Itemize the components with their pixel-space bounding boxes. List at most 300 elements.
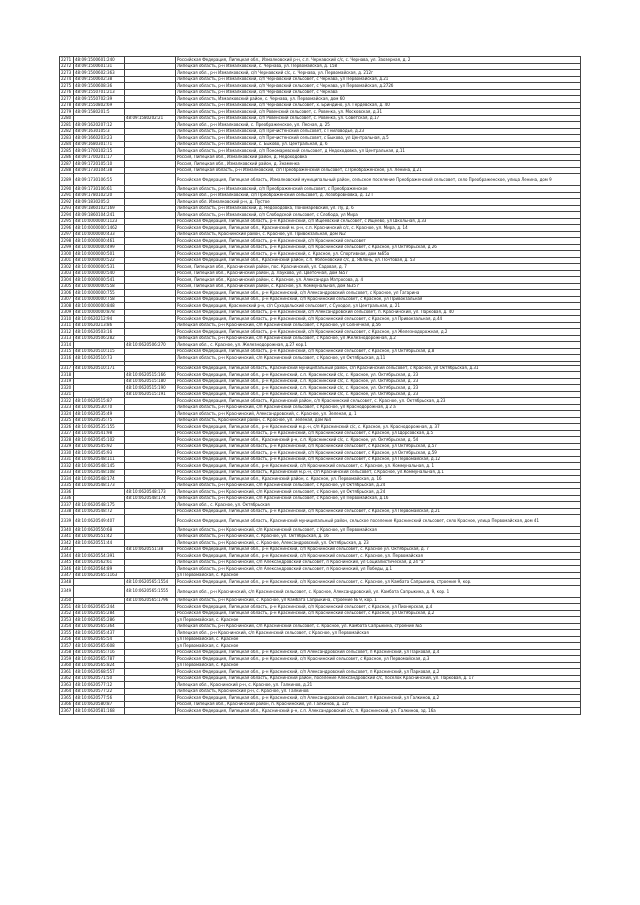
address-cell: Российская Федерация, Липецкая обл., Краснинский район, с. Красное, ул. Первомайская, д. 16: [176, 476, 581, 483]
address-cell: Липецкая область, р-н Краснинский, с/п Александровский сельсовет, п Краснинский, ул Социалистическая, д 24 "а": [176, 559, 581, 566]
row-number-cell: 2333: [60, 469, 74, 476]
address-cell: Липецкая область, Краснинский район, с. Красное, ул. Зеленая, дом №4: [176, 417, 581, 424]
row-number-cell: 2309: [60, 309, 74, 316]
address-cell: Липецкая обл., с. Красное, ул. Железнодорожная, д.27 кор.1: [176, 342, 581, 349]
address-cell: Липецкая область, р-н Измалковский, с/п Чернавский сельсовет, с Чернава, ул Первомайская, д.21: [176, 76, 581, 83]
address-cell: Российская Федерация, Липецкая обл., Краснинский м. р-н, с.п. Краснинский с/с, с. Красное, ул. Мира, д. 14: [176, 225, 581, 232]
row-number-cell: 2283: [60, 135, 74, 142]
cadastral-number-cell: 48:09:1730104:38: [74, 167, 125, 174]
address-cell: Российская Федерация, Липецкая обл., р-н Краснинский, с/п Краснинский сельсовет, с Красное, ул Привокзальная: [176, 296, 581, 303]
row-number-cell: 2271: [60, 57, 74, 64]
row-number-cell: 2274: [60, 76, 74, 83]
row-number-cell: 2285: [60, 148, 74, 155]
row-number-cell: 2329: [60, 443, 74, 450]
address-cell: Липецкая область, р-н Краснинский, с/п Краснинский сельсовет, с. Красное, ул. Камбата Сапрыкина, строение №5: [176, 623, 581, 630]
address-cell: Липецкая обл., р-н Измалковский, с. Преображенское, ул. Лесная, д. 25: [176, 122, 581, 129]
address-cell: Липецкая область, р-н Краснинский, с/п Краснинский сельсовет, с Красное, ул Солнечная, д.56: [176, 322, 581, 329]
cadastral-number-cell: 48:10:0620565:787: [74, 656, 125, 663]
cadastral-number-cell: 48:10:0620510:115: [74, 348, 125, 355]
cadastral-number-cell: 48:10:0620565:437: [74, 630, 125, 637]
row-number-cell: 2356: [60, 636, 74, 643]
row-number-cell: 2279: [60, 109, 74, 116]
row-number-cell: 2312: [60, 329, 74, 336]
cadastral-number-cell: 48:09:1860102:169: [74, 205, 125, 212]
cadastral-number-cell: 48:10:0620541:98: [74, 430, 125, 437]
row-number-cell: 2290: [60, 186, 74, 193]
cadastral-number-cell: 48:10:0620565:824: [74, 662, 125, 669]
row-number-cell: 2363: [60, 682, 74, 689]
row-number-cell: 2334: [60, 476, 74, 483]
row-number-cell: 2311: [60, 322, 74, 329]
cadastral-number-cell: 48:10:0620550:68: [74, 527, 125, 534]
cadastral-number-cell: 48:10:0620571:50: [74, 675, 125, 682]
cadastral-number-cell: 48:10:0620548:145: [74, 463, 125, 470]
row-number-cell: 2281: [60, 122, 74, 129]
address-cell: Российская Федерация, Липецкая область, р-н Краснинский, с/п Ищеевский сельсовет, с Ищеево, ул Школьная, д.33: [176, 218, 581, 225]
parent-cadastral-number-cell: 48:10:0620515:190: [125, 385, 176, 392]
row-number-cell: 2298: [60, 238, 74, 245]
row-number-cell: 2328: [60, 437, 74, 444]
cadastral-number-cell: 48:10:0620564:89: [74, 566, 125, 573]
row-number-cell: 2319: [60, 378, 74, 385]
cadastral-number-cell: 48:10:0620535:49: [74, 411, 125, 418]
row-number-cell: 2360: [60, 662, 74, 669]
cadastral-number-cell: 48:10:0620581:168: [74, 708, 125, 715]
address-cell: Российская Федерация, Липецкая обл., р-н Краснинский, с/п Александровский сельсовет, п Краснинский, ул Парковая, д.2: [176, 669, 581, 676]
row-number-cell: 2301: [60, 257, 74, 264]
address-cell: Липецкая обл., р-н Краснинский, с/п Краснинский сельсовет, с Красное, ул Первомайская: [176, 630, 581, 637]
cadastral-number-cell: 48:09:1700201:17: [74, 154, 125, 161]
cadastral-number-cell: [74, 585, 125, 597]
cadastral-number-cell: 48:10:0620554:391: [74, 553, 125, 560]
row-number-cell: 2355: [60, 630, 74, 637]
address-cell: Российская Федерация, Липецкая область, Краснинский м.р.-н, с/п Краснинский сельсовет, с.Красное, ул.Коммунальная, д.1: [176, 469, 581, 476]
cadastral-number-cell: 48:10:0000000:499: [74, 244, 125, 251]
table-row: [60, 585, 581, 597]
row-number-cell: 2324: [60, 411, 74, 418]
row-number-cell: 2353: [60, 617, 74, 624]
row-number-cell: 2351: [60, 604, 74, 611]
address-cell: Российская Федерация, Липецкая область, Краснинский район, поселение Александровский с/с, поселок Краснинский, ул. Парковая, д. 17: [176, 675, 581, 682]
row-number-cell: 2294: [60, 212, 74, 219]
address-cell: Липецкая обл., Краснинский р-н, с. Красное, ул. Галкинов, д.21: [176, 682, 581, 689]
row-number-cell: 2272: [60, 63, 74, 70]
address-cell: Липецкая область, р-н Измалковский, с/п Чернавский сельсовет, с Чернава: [176, 89, 581, 96]
address-cell: Липецкая область, р-н Краснинский, с/п Краснинский сельсовет, с Красное, ул Железнодорожная, д.2: [176, 335, 581, 342]
cadastral-number-cell: 48:10:0620548:72: [74, 508, 125, 515]
cadastral-number-cell: 48:09:1660203:23: [74, 135, 125, 142]
cadastral-number-cell: 48:09:1580201:5: [74, 109, 125, 116]
address-cell: Россия, Липецкая обл., Краснинский район, пос. Краснинский, ул. Садовая, д. 7: [176, 264, 581, 271]
cadastral-number-cell: 48:10:0000000:522: [74, 257, 125, 264]
address-cell: Липецкая область, р-н Краснинский, с/п Краснинский сельсовет, с Красное, ул Октябрьская, д.11: [176, 355, 581, 362]
row-number-cell: 2349: [60, 585, 74, 597]
cadastral-number-cell: 48:10:0000000:541: [74, 277, 125, 284]
address-cell: Липецкая обл., с. Красное, ул. Октябрьская: [176, 502, 581, 509]
address-cell: Российская Федерация, Липецкая область, Краснинский муниципальный район, с/п Краснинский сельсовет, с Красное, ул Октябрьская, д.31: [176, 365, 581, 372]
cadastral-number-cell: 48:09:1720105:10: [74, 161, 125, 168]
row-number-cell: 2347: [60, 572, 74, 579]
cadastral-number-cell: 48:10:0620551:42: [74, 533, 125, 540]
address-cell: Россия, Липецкая обл., Краснинский район, с. Красное, ул. Коммунальная, дом №35 г: [176, 283, 581, 290]
address-cell: Российская Федерация, Липецкая область, р-н Краснинский, с/п Краснинский сельсовет, с Красное, ул Первомайская, д.21: [176, 508, 581, 515]
address-cell: Российская Федерация, Липецкая обл., р-н Краснинский, с/п Краснинский сельсовет, с. Красное, ул Камбата Сапрыкина, строение 9, кор.: [176, 579, 581, 586]
address-cell: Липецкая область, Измалковский район, с. Чернава, ул. Первомайская, дом 60: [176, 96, 581, 103]
address-cell: Российская Федерация, Липецкая область, р-н Краснинский, с/п Краснинский сельсовет, с Красное, ул Октябрьская, д 26: [176, 244, 581, 251]
cadastral-number-cell: 48:09:1500601:240: [74, 57, 125, 64]
address-cell: ул Первомайская, с. Красное: [176, 662, 581, 669]
row-number-cell: 2305: [60, 283, 74, 290]
address-cell: Липецкая обл., р-н Краснинский, с/п Краснинский сельсовет, с. Красное, Александровский, ул. Камбата Сапрыкина, д. 9, кор. 1: [176, 585, 581, 597]
address-cell: Российская Федерация, Липецкая обл., Измалковский р-н, с.п. Чернавский с/с, с. Чернава, ул. Заозерная, д. 2: [176, 57, 581, 64]
row-number-cell: 2325: [60, 417, 74, 424]
row-number-cell: 2336: [60, 495, 74, 502]
row-number-cell: 2332: [60, 463, 74, 470]
cadastral-number-cell: 48:09:1680301:71: [74, 141, 125, 148]
address-cell: Российская Федерация, Липецкая обл., р-н Краснинский, с.п. Краснинский с/с, с. Красное, ул. Октябрьская, д. 23: [176, 391, 581, 398]
address-cell: Липецкая область, р-н Краснинский, с. Красное, ул. Октябрьская, д. 16: [176, 533, 581, 540]
parent-cadastral-number-cell: 48:10:0620515:166: [125, 372, 176, 379]
address-cell: ул Первомайская, с. Красное: [176, 643, 581, 650]
row-number-cell: 2287: [60, 161, 74, 168]
row-number-cell: 2293: [60, 205, 74, 212]
address-cell: Российская Федерация, Краснинский р-н, с/п Суходольский сельсовет, с Суходол, ул Центральная, д. 21: [176, 303, 581, 310]
address-cell: Российская Федерация, Липецкая область, р-н Краснинский, с/п Краснинский сельсовет, с Красное, ул Октябрьская, д.59: [176, 450, 581, 457]
cadastral-number-cell: 48:09:1630105:3: [74, 128, 125, 135]
cadastral-number-cell: 48:10:0000000:848: [74, 303, 125, 310]
address-cell: Россия, Липецкая обл., Измалковский район, д. Недоходовка: [176, 154, 581, 161]
address-cell: Липецкая область, р-н Краснинский, с/п Краснинский сельсовет, с Красное, ул Октябрьская, д.24: [176, 489, 581, 496]
cadastral-number-cell: 48:10:0620535:155: [74, 424, 125, 431]
cadastral-number-cell: 48:10:0620212:94: [74, 316, 125, 323]
cadastral-number-cell: 48:10:0620562:61: [74, 559, 125, 566]
cadastral-number-cell: 48:10:0620548:175: [74, 502, 125, 509]
row-number-cell: 2277: [60, 96, 74, 103]
cadastral-number-cell: 48:10:0000000:531: [74, 264, 125, 271]
address-cell: Российская Федерация, Липецкая область, р-н Краснинский, с/п Александровский сельсовет, п. Краснинский, ул. Парковая, д. 40: [176, 309, 581, 316]
table-row: [60, 515, 581, 527]
address-cell: Липецкая область, р-н Измалковский, с/п Пречистенский сельсовет, с Гниловодье, д.23: [176, 128, 581, 135]
row-number-cell: 2289: [60, 174, 74, 186]
row-number-cell: 2337: [60, 502, 74, 509]
row-number-cell: 2286: [60, 154, 74, 161]
row-number-cell: 2339: [60, 515, 74, 527]
row-number-cell: 2273: [60, 70, 74, 77]
row-number-cell: 2364: [60, 688, 74, 695]
cadastral-number-cell: 48:10:0000000:878: [74, 309, 125, 316]
address-cell: Российская Федерация, Липецкая обл., р-н Краснинский, с.п. Краснинский с/с, с. Красное, ул. Октябрьская, д. 23: [176, 385, 581, 392]
cadastral-number-cell: 48:10:0620548:108: [74, 469, 125, 476]
row-number-cell: 2291: [60, 192, 74, 199]
row-number-cell: 2345: [60, 559, 74, 566]
cadastral-table: [59, 56, 581, 715]
row-number-cell: 2315: [60, 348, 74, 355]
cadastral-number-cell: 48:09:1730106:61: [74, 186, 125, 193]
cadastral-number-cell: 48:10:0620565:716: [74, 649, 125, 656]
cadastral-number-cell: 48:10:0000000:501: [74, 251, 125, 258]
parent-cadastral-number-cell: [125, 515, 176, 527]
row-number-cell: 2358: [60, 649, 74, 656]
address-cell: Липецкая обл., р-н Измалковский, с/п Преображенский сельсовет, д. Лозобровновка, д. 12 Г: [176, 192, 581, 199]
address-cell: Россия, Липецкая обл., Краснинский район, с. Красное, ул. Александра Матросова, д. 4: [176, 277, 581, 284]
parent-cadastral-number-cell: 48:10:0620548:173: [125, 489, 176, 496]
address-cell: Российская Федерация, Липецкая обл., р-н Краснинский, с/п Краснинский сельсовет, с Красное, ул Первомайская, д.3: [176, 656, 581, 663]
parent-cadastral-number-cell: [125, 708, 176, 715]
row-number-cell: 2367: [60, 708, 74, 715]
address-cell: Липецкая область, р-н Измалковский, с/п Слободской сельсовет, с Слобода, ул Мира: [176, 212, 581, 219]
parent-cadastral-number-cell: 48:09:1580202:21: [125, 115, 176, 122]
cadastral-number-cell: 48:10:0620577:22: [74, 688, 125, 695]
address-cell: Российская Федерация, Липецкая область, р-н Краснинский, с/п Краснинский сельсовет, с Красное, ул Октябрьская, д.2: [176, 610, 581, 617]
address-cell: ул Первомайская, с. Красное: [176, 617, 581, 624]
address-cell: Российская Федерация, Липецкая обл., р-н Краснинский, с.п. Краснинский с/с, с. Красное, ул. Октябрьская, д. 23: [176, 372, 581, 379]
address-cell: Российская Федерация, Липецкая обл., Краснинский р-н, с.п. Краснинский с/с, с. Красное, ул. Октябрьская, д. 54: [176, 437, 581, 444]
address-cell: Липецкая область, р-н Измалковский, с/п Чернавский сельсовет, с Чернава, ул Первомайская, д.272б: [176, 83, 581, 90]
row-number-cell: 2299: [60, 244, 74, 251]
address-cell: Российская Федерация, Липецкая область, р-н Краснинский, с/п Краснинский сельсовет, с Красное, ул Первомайская, д.12: [176, 456, 581, 463]
row-number-cell: 2275: [60, 83, 74, 90]
address-cell: Липецкая область, р-н Измалковский, с/п Пономаревский сельсовет, д Недоходовка, ул Центральная, д.11: [176, 148, 581, 155]
parent-cadastral-number-cell: 48:10:0620565:1796: [125, 597, 176, 604]
row-number-cell: 2330: [60, 450, 74, 457]
table-row: [60, 708, 581, 715]
row-number-cell: 2292: [60, 199, 74, 206]
address-cell: Липецкая область, р-н Краснинский, с/п Краснинский сельсовет, с Красное, ул Краснодорожная, д 2 а: [176, 404, 581, 411]
cadastral-number-cell: 48:09:1500602:363: [74, 70, 125, 77]
row-number-cell: 2326: [60, 424, 74, 431]
row-number-cell: 2295: [60, 218, 74, 225]
row-number-cell: 2313: [60, 335, 74, 342]
address-cell: Российская Федерация, Липецкая область, р-н Краснинский, с/п Краснинский сельсовет: [176, 238, 581, 245]
row-number-cell: 2338: [60, 508, 74, 515]
address-cell: Российская Федерация, Липецкая область, р-н Краснинский, с/п Краснинский сельсовет, с Красное, ул Октябрьская, д.8: [176, 348, 581, 355]
row-number-cell: 2346: [60, 566, 74, 573]
address-cell: Российская Федерация, Липецкая обл., р-н Краснинский, с/п Александровский сельсовет, п Краснинский, ул Парковая, д.4: [176, 649, 581, 656]
row-number-cell: 2276: [60, 89, 74, 96]
row-number-cell: 2282: [60, 128, 74, 135]
row-number-cell: 2320: [60, 385, 74, 392]
cadastral-number-cell: 48:10:0620565:284: [74, 610, 125, 617]
row-number-cell: 2366: [60, 701, 74, 708]
row-number-cell: 2314: [60, 342, 74, 349]
address-cell: ул Первомайская, с. Красное: [176, 572, 581, 579]
cadastral-number-cell: 48:09:1860104:241: [74, 212, 125, 219]
address-cell: Российская Федерация, Липецкая обл., Краснинский р-н, с.п. Александровский с/с, п. Краснинский, ул. Галкинов, зд. 16а: [176, 708, 581, 715]
cadastral-number-cell: 48:10:0000000:1123: [74, 218, 125, 225]
cadastral-number-cell: 48:09:1780102:20: [74, 192, 125, 199]
address-cell: Липецкая область, р-н Краснинский, с/п Краснинский сельсовет, с Красное, ул Первомайская, д.16: [176, 495, 581, 502]
row-number-cell: 2288: [60, 167, 74, 174]
address-cell: Липецкая область, р-н Краснинский, с/п Краснинский сельсовет, с Красное, ул Октябрьская, д.24: [176, 482, 581, 489]
cadastral-number-cell: 48:10:0620565:244: [74, 604, 125, 611]
address-cell: Российская Федерация, Липецкая обл., Краснинский район, с.п. Яблоновский с/с, д. Яблонь, ул. Почтовая, д. 53: [176, 257, 581, 264]
address-cell: Российская Федерация, Липецкая область, р-н Краснинский, с/п Краснинский сельсовет, с Красное, ул Пионерская, д.4: [176, 604, 581, 611]
address-cell: Липецкая область, р-н Краснинский, с/п Краснинский сельсовет, с Красное, ул Первомайская: [176, 527, 581, 534]
cadastral-number-cell: 48:10:0620577:12: [74, 682, 125, 689]
row-number-cell: 2327: [60, 430, 74, 437]
cadastral-number-cell: 48:09:1500601:31: [74, 63, 125, 70]
cadastral-number-cell: 48:10:0620510:171: [74, 365, 125, 372]
row-number-cell: 2300: [60, 251, 74, 258]
cadastral-number-cell: 48:10:0620565:608: [74, 643, 125, 650]
cadastral-number-cell: 48:10:0620506:282: [74, 335, 125, 342]
cadastral-number-cell: 48:09:1550802:69: [74, 102, 125, 109]
cadastral-number-cell: 48:10:0620548:174: [74, 476, 125, 483]
address-cell: Россия, Липецкая обл., Краснинский район, п. Краснинский, ул. Галкинов, д. 12г: [176, 701, 581, 708]
address-cell: Россия, Липецкая область, р-н Измалковский, с/п Преображенский сельсовет, с.Преображенское, ул. Ленина, д.21: [176, 167, 581, 174]
cadastral-number-cell: 48:10:0620548:173: [74, 482, 125, 489]
address-cell: Липецкая область, р-н Измалковский, с/п Ровенский сельсовет, с. Ровенка, ул. Московская, д.31: [176, 109, 581, 116]
address-cell: Российская Федерация, Липецкая область, Краснинский район, с/п Краснинский сельсовет, с. Красное, ул. Октябрьская, д.23: [176, 398, 581, 405]
address-cell: Липецкая область, Краснинский район, с. Красное, ул. Привокзальная, дом №2: [176, 231, 581, 238]
row-number-cell: 2321: [60, 391, 74, 398]
row-number-cell: 2323: [60, 404, 74, 411]
row-number-cell: 2350: [60, 597, 74, 604]
address-cell: Российская Федерация, Липецкая обл., р-н Краснинский, с/п Краснинский сельсовет, с. Красное ул. Октябрьская, д. 7: [176, 546, 581, 553]
row-number-cell: 2335: [60, 482, 74, 489]
row-number-cell: 2308: [60, 303, 74, 310]
cadastral-number-cell: 48:10:0620545:93: [74, 450, 125, 457]
row-number-cell: 2303: [60, 270, 74, 277]
row-number-cell: 2354: [60, 623, 74, 630]
address-cell: Российская Федерация, Липецкая обл., р-н Краснинский м.р.-н, с/п Краснинский с/с, с. Красное, ул. Краснодорожная, д. 37: [176, 424, 581, 431]
cadastral-number-cell: 48:09:1500608:36: [74, 83, 125, 90]
cadastral-number-cell: 48:10:0620565:1163: [74, 572, 125, 579]
row-number-cell: 2307: [60, 296, 74, 303]
cadastral-number-cell: 48:10:0620580:87: [74, 701, 125, 708]
address-cell: Липецкая область, р-н Измалковский, д. Недоходовка, Пономаревский, ул. Лу, д. 6: [176, 205, 581, 212]
cadastral-number-cell: 48:10:0620510:73: [74, 355, 125, 362]
address-cell: Липецкая область, р-н Измалковский, с/п Чернавский сельсовет, х. Бриндино, ул. Гердевская, д. 40: [176, 102, 581, 109]
row-number-cell: 2322: [60, 398, 74, 405]
row-number-cell: 2344: [60, 553, 74, 560]
cadastral-number-cell: 48:10:0620551:44: [74, 540, 125, 547]
row-number-cell: 2317: [60, 365, 74, 372]
row-number-cell: 2280: [60, 115, 74, 122]
address-cell: Липецкая область, р-н Краснинский, с/п Александровский сельсовет, п Краснинский, ул Победы, д.1: [176, 566, 581, 573]
parent-cadastral-number-cell: 48:10:0620565:1554: [125, 579, 176, 586]
cadastral-number-cell: 48:10:0620535:75: [74, 417, 125, 424]
cadastral-number-cell: 48:10:0000000:755: [74, 290, 125, 297]
parent-cadastral-number-cell: 48:10:0620506:270: [125, 342, 176, 349]
row-number-cell: 2341: [60, 533, 74, 540]
row-number-cell: 2352: [60, 610, 74, 617]
row-number-cell: 2318: [60, 372, 74, 379]
row-number-cell: 2297: [60, 231, 74, 238]
parent-cadastral-number-cell: 48:10:0620548:174: [125, 495, 176, 502]
cadastral-number-cell: 48:10:0000000:558: [74, 283, 125, 290]
cadastral-number-cell: 48:10:0000000:758: [74, 296, 125, 303]
address-cell: Российская Федерация, Липецкая область, р-н Краснинский, с/п Краснинский сельсовет, с Красное, ул Щорсовская, д.5: [176, 430, 581, 437]
address-cell: Российская Федерация, Липецкая область, р-н Краснинский, с/п Краснинский сельсовет, с Красное, ул Привокзальная, д.44: [176, 316, 581, 323]
cadastral-number-cell: 48:09:1620207:12: [74, 122, 125, 129]
row-number-cell: 2296: [60, 225, 74, 232]
cadastral-number-cell: 48:10:0000000:433: [74, 231, 125, 238]
address-cell: ул Первомайская, с. Красное: [176, 636, 581, 643]
row-number-cell: 2316: [60, 355, 74, 362]
row-number-cell: 2304: [60, 277, 74, 284]
address-cell: Российская Федерация, Липецкая обл., р-н Краснинский, с.п. Краснинский с/с, с. Красное, ул. Октябрьская, д. 23: [176, 378, 581, 385]
row-number-cell: 2278: [60, 102, 74, 109]
row-number-cell: 2348: [60, 579, 74, 586]
address-cell: Российская Федерация, Липецкая обл., р-н Краснинский, с/п Александровский сельсовет, п Краснинский, ул Галкинов, д.2: [176, 695, 581, 702]
cadastral-number-cell: 48:10:0620577:56: [74, 695, 125, 702]
row-number-cell: 2343: [60, 546, 74, 553]
cadastral-number-cell: 48:09:1550702:39: [74, 96, 125, 103]
cadastral-number-cell: 48:09:1500602:38: [74, 76, 125, 83]
cadastral-number-cell: 48:09:1830205:2: [74, 199, 125, 206]
address-cell: Липецкая область, р-н Измалковский, с/п Ровенский сельсовет, с. Ровенка, ул. Советская, д.17: [176, 115, 581, 122]
address-cell: Российская Федерация, Липецкая область, р-н Краснинский, с. Красное, ул. Спортивная, дом №65а: [176, 251, 581, 258]
row-number-cell: 2336: [60, 489, 74, 496]
cadastral-number-cell: 48:09:1700102:15: [74, 148, 125, 155]
cadastral-number-cell: 48:10:0620515:87: [74, 398, 125, 405]
address-cell: Липецкая область, р-н Краснинский, с. Красное, Александровский, ул. Октябрьская, д. 23: [176, 540, 581, 547]
address-cell: Липецкая обл. Измалковский р-н, д. Пустое: [176, 199, 581, 206]
address-cell: Липецкая обл., р-н Измалковский, с/п Чернавский с/с, с. Чернава, ул. Первомайская, д. 212г: [176, 70, 581, 77]
address-cell: Россия, Липецкая обл., Краснинский район, д. Лауково, ул. Цветочная, дом №57: [176, 270, 581, 277]
address-cell: Российская Федерация, Липецкая область, р-н Краснинский, с/п Краснинский сельсовет, с Красное, ул Железнодорожная, д.2: [176, 329, 581, 336]
address-cell: Липецкая область, р-н Измалковский, с/п Пречистенский сельсовет, с Быково, ул Центральная, д.5: [176, 135, 581, 142]
cadastral-number-cell: 48:10:0620565:364: [74, 623, 125, 630]
row-number-cell: 2365: [60, 695, 74, 702]
address-cell: Российская Федерация, Липецкая обл., р-н Краснинский, с/п Краснинский сельсовет, с. Красное, ул. Коммунальная, д. 1: [176, 463, 581, 470]
address-cell: Липецкая область, р-н Измалковский, с/п Преображенский сельсовет, с Преображенское: [176, 186, 581, 193]
table-row: [60, 174, 581, 186]
row-number-cell: 2284: [60, 141, 74, 148]
row-number-cell: 2357: [60, 643, 74, 650]
cadastral-number-cell: 48:10:0000000:540: [74, 270, 125, 277]
cadastral-number-cell: 48:10:0000000:461: [74, 238, 125, 245]
address-cell: Липецкая область, р-н Измалковский, с. Быково, ул. Центральная, д. 6: [176, 141, 581, 148]
parent-cadastral-number-cell: 48:10:0620515:191: [125, 391, 176, 398]
cadastral-number-cell: 48:10:0000000:1462: [74, 225, 125, 232]
row-number-cell: 2362: [60, 675, 74, 682]
address-cell: Российская Федерация, Липецкая область, Краснинский муниципальный район, сельское поселение Краснинский сельсовет, село Красное, улица Первомайская, дом 41: [176, 515, 581, 527]
cadastral-number-cell: 48:10:0620213:86: [74, 322, 125, 329]
parent-cadastral-number-cell: 48:10:0620515:180: [125, 378, 176, 385]
cadastral-number-cell: 48:10:0620530:70: [74, 404, 125, 411]
address-cell: Россия, Липецкая обл., Измалковский район, д. Знаменка: [176, 161, 581, 168]
parent-cadastral-number-cell: [125, 174, 176, 186]
cadastral-number-cell: 48:10:0620545:92: [74, 443, 125, 450]
address-cell: Липецкая область, р-н Измалковский, с. Чернава, ул. Первомайская, д. 158: [176, 63, 581, 70]
cadastral-number-cell: 48:10:0620565:54: [74, 636, 125, 643]
row-number-cell: 2359: [60, 656, 74, 663]
row-number-cell: 2340: [60, 527, 74, 534]
cadastral-number-cell: 48:10:0620503:16: [74, 329, 125, 336]
row-number-cell: 2342: [60, 540, 74, 547]
address-cell: Российская Федерация, Липецкая обл., р-н Краснинский, с/п Александровский сельсовет, с Красное, ул Гагарина: [176, 290, 581, 297]
parent-cadastral-number-cell: 48:10:0620565:1555: [125, 585, 176, 597]
cadastral-number-cell: 48:09:1550701:213: [74, 89, 125, 96]
address-cell: Липецкая область, р-н Краснинский, с. Красное, ул Камбата Сапрыкина, строение № 9, кор. 1: [176, 597, 581, 604]
row-number-cell: 2361: [60, 669, 74, 676]
cadastral-number-cell: 48:10:0620545:102: [74, 437, 125, 444]
address-cell: Российская Федерация, Липецкая обл., р-н Краснинский, с/п Краснинский сельсовет, с. Красное, ул. Первомайская: [176, 553, 581, 560]
address-cell: Липецкая область, Краснинский р-н, с. Красное, ул. Галкинов: [176, 688, 581, 695]
cadastral-number-cell: 48:09:1730106:55: [74, 174, 125, 186]
cadastral-number-cell: 48:10:0620548:111: [74, 456, 125, 463]
parent-cadastral-number-cell: 48:10:0620551:38: [125, 546, 176, 553]
cadastral-number-cell: 48:10:0620565:286: [74, 617, 125, 624]
cadastral-number-cell: 48:10:0620549:407: [74, 515, 125, 527]
cadastral-number-cell: 48:10:0620568:557: [74, 669, 125, 676]
address-cell: Российская Федерация, Липецкая область, р-н Краснинский, с/п Краснинский сельсовет, с Красное, ул Октябрьская, д.57: [176, 443, 581, 450]
row-number-cell: 2331: [60, 456, 74, 463]
row-number-cell: 2302: [60, 264, 74, 271]
address-cell: Липецкая область, р-н Краснинский, Александровский, с. Красное, ул. Зеленая, д. 1: [176, 411, 581, 418]
